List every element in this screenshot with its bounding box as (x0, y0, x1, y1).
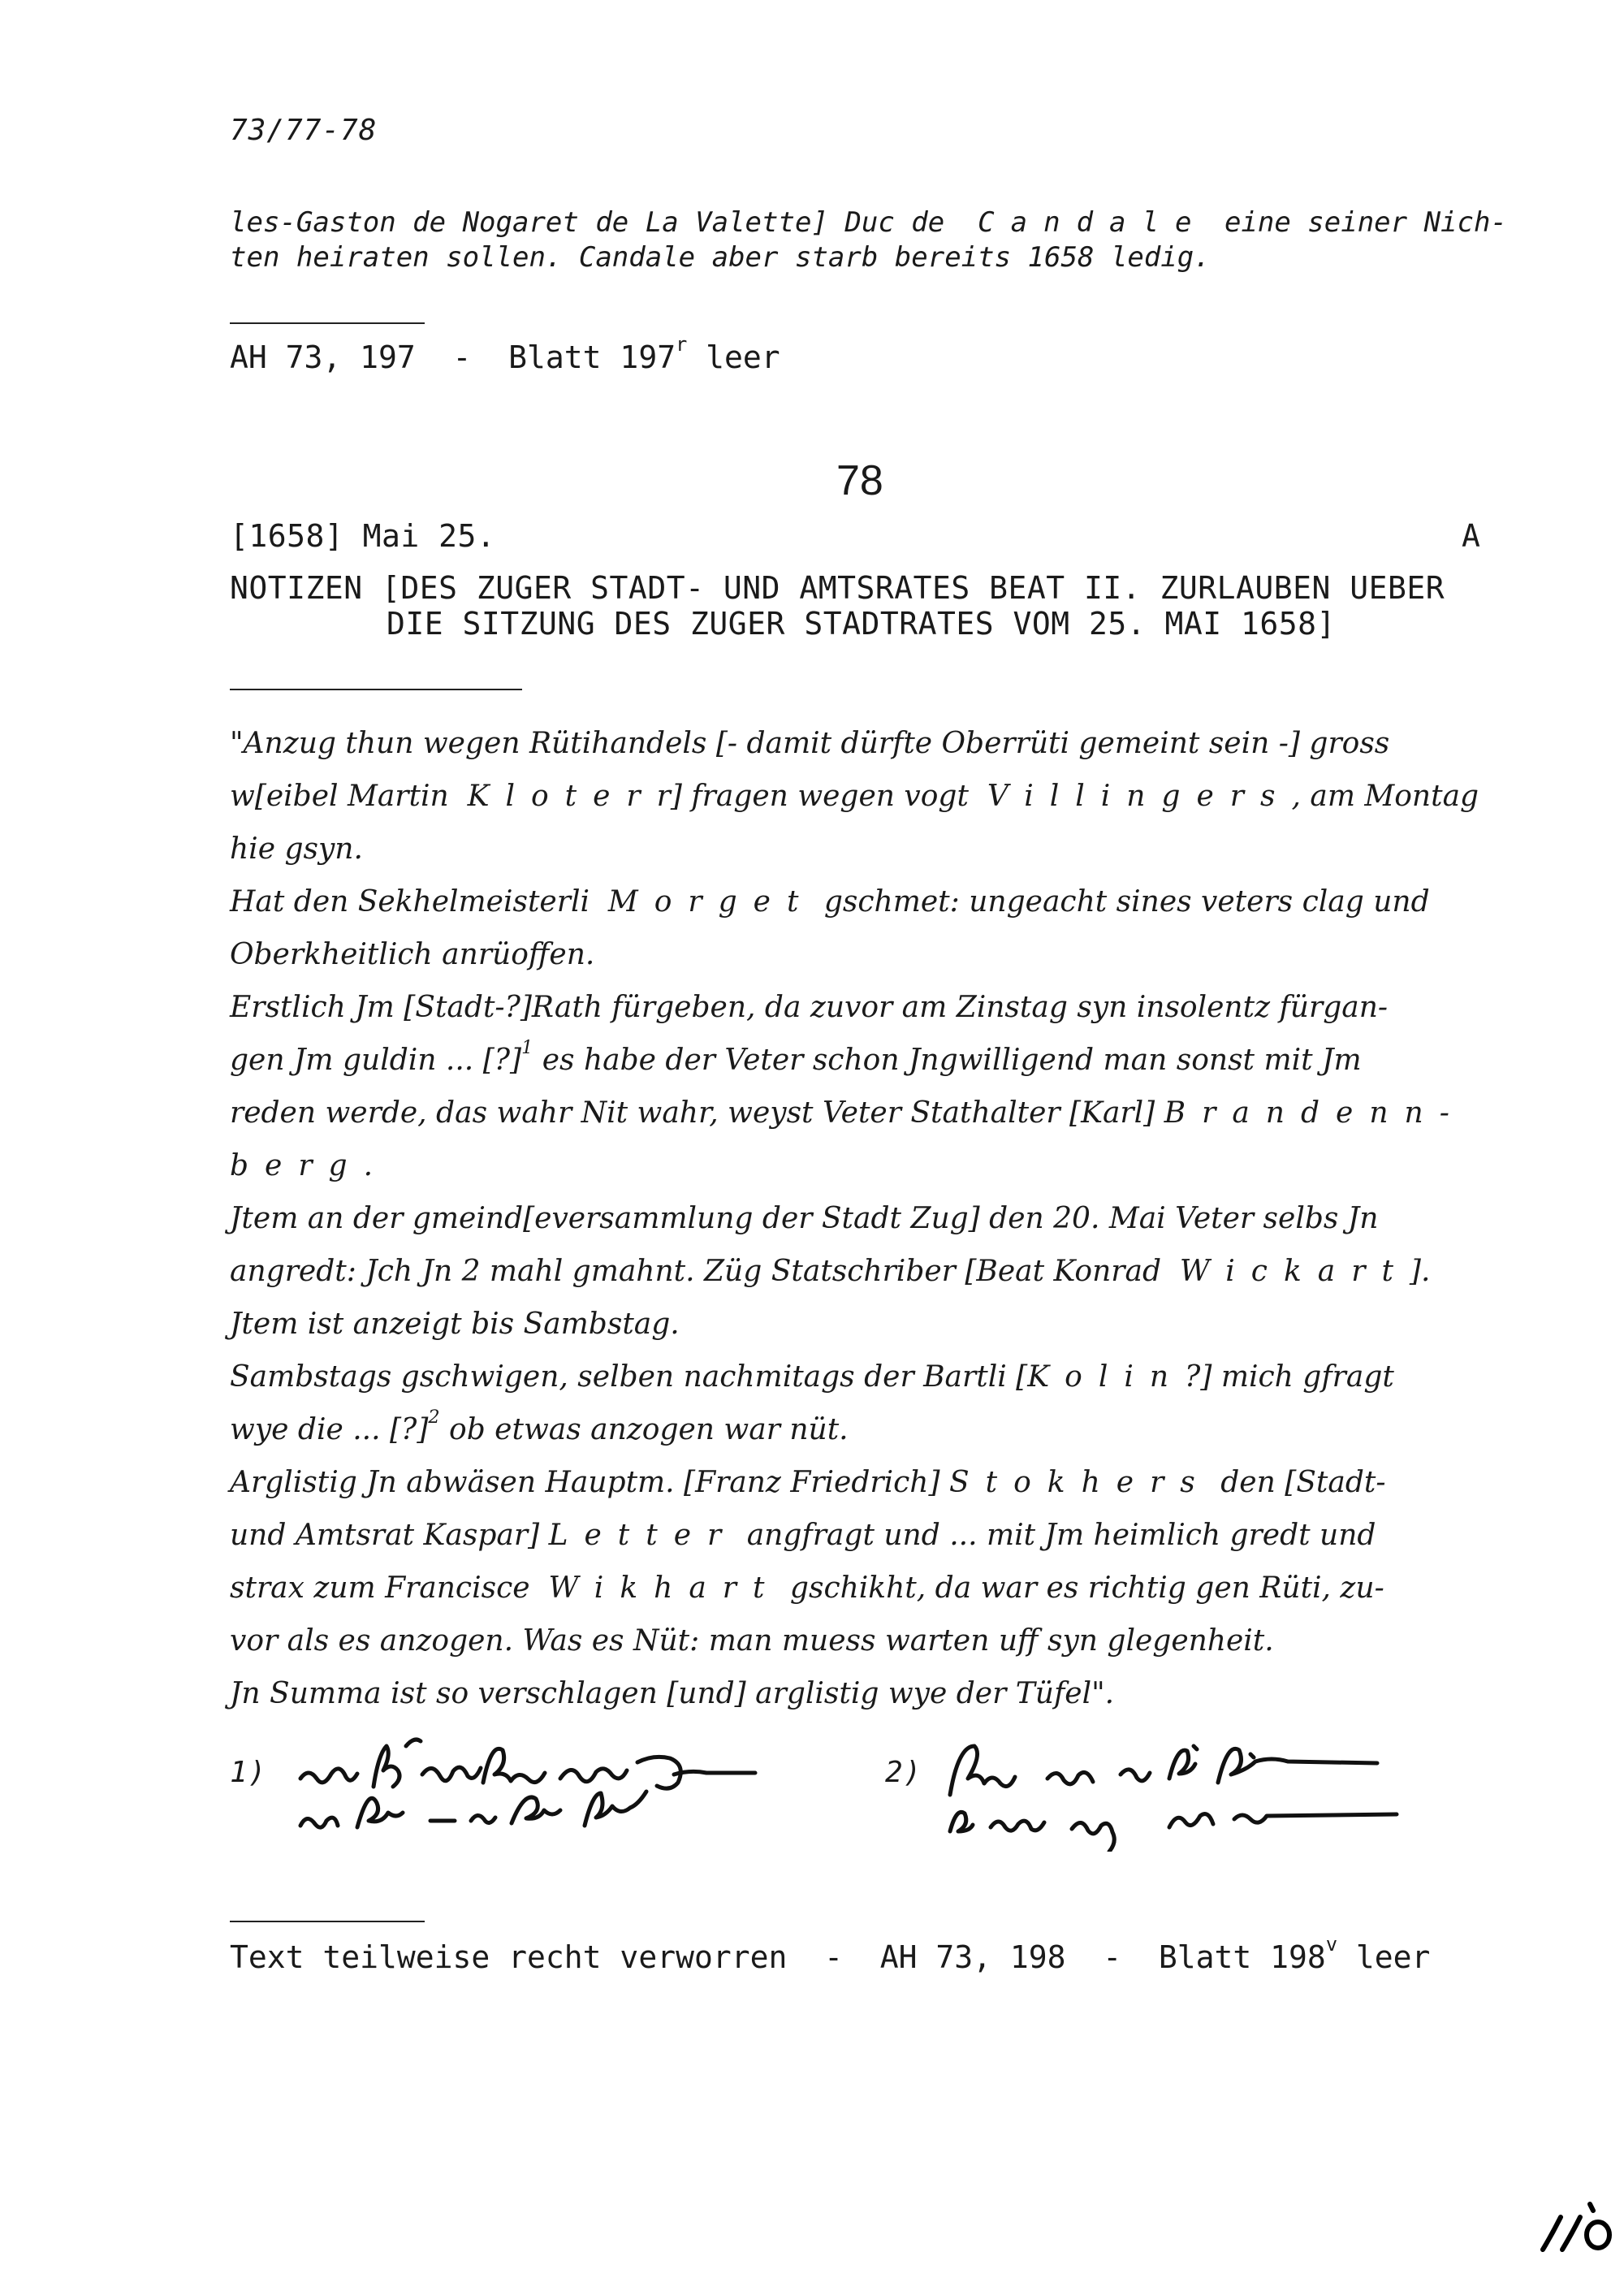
document-marker: A (1462, 518, 1481, 554)
name-stokhers: Stokhers (948, 1466, 1212, 1499)
handwriting-sample-2-icon (926, 1730, 1462, 1852)
closing-note-text: Text teilweise recht verworren - AH 73, 198 - Blatt 198 (230, 1939, 1326, 1975)
body-line-2-e: , am Montag (1291, 780, 1479, 813)
name-villingers: Villingers (987, 780, 1292, 813)
name-brandenberg-1: Brandenn- (1164, 1096, 1466, 1130)
body-line-8-a: reden werde, das wahr Nit wahr, weyst Veter Stathalter [Karl] (230, 1096, 1155, 1130)
body-line-5: Oberkheitlich anrüoffen. (230, 938, 595, 971)
separator-rule-2 (230, 689, 522, 690)
body-line-7 (230, 1036, 1362, 1077)
separator-rule-1 (230, 322, 425, 324)
body-line-4 (230, 885, 1430, 919)
body-line-13-c: ?] mich gfragt (1185, 1360, 1394, 1394)
body-line-2-c: r] fragen wegen vogt (656, 780, 969, 813)
body-line-11 (230, 1255, 1430, 1288)
name-wickart: Wickart (1179, 1255, 1410, 1288)
prev-note-text: AH 73, 197 - Blatt 197 (230, 339, 676, 375)
name-kolin: Kolin (1027, 1360, 1186, 1394)
footnote-2-label: 2) (885, 1756, 922, 1789)
name-letter: Letter (548, 1519, 738, 1552)
body-line-2 (230, 780, 1479, 813)
footnote-ref-1: 1 (521, 1036, 533, 1058)
body-line-19: Jn Summa ist so verschlagen [und] arglistig wye der Tüfel". (230, 1677, 1115, 1710)
intro-line-1 (230, 205, 1507, 240)
body-line-17-a: strax zum Francisce (230, 1571, 530, 1605)
body-line-7-a: gen Jm guldin ... [?] (230, 1044, 522, 1077)
page-reference: 73/77-78 (230, 114, 378, 147)
body-line-10: Jtem an der gmeind[eversammlung der Stadt Zug] den 20. Mai Veter selbs Jn (230, 1202, 1379, 1235)
document-title-line-1: NOTIZEN [DES ZUGER STADT- UND AMTSRATES BEAT II. ZURLAUBEN UEBER (230, 570, 1445, 606)
body-line-15 (230, 1466, 1386, 1499)
body-line-16 (230, 1519, 1376, 1552)
intro-spaced-name: Candale (978, 206, 1208, 239)
body-line-6: Erstlich Jm [Stadt-?]Rath fürgeben, da zuvor am Zinstag syn insolentz fürgan- (230, 991, 1389, 1024)
body-line-11-c: ]. (1409, 1255, 1431, 1288)
body-line-17 (230, 1571, 1384, 1605)
document-date: [1658] Mai 25. (230, 518, 496, 554)
name-wikhart: Wikhart (548, 1571, 781, 1605)
closing-note-tail: leer (1337, 1939, 1431, 1975)
body-line-15-c: den [Stadt- (1220, 1466, 1386, 1499)
separator-rule-3 (230, 1921, 425, 1922)
prev-note-tail: leer (687, 339, 780, 375)
intro-line-1-b: eine seiner Nich- (1224, 206, 1507, 239)
prev-note-sup: r (676, 332, 688, 356)
body-line-16-c: angfragt und ... mit Jm heimlich gredt und (746, 1519, 1376, 1552)
body-line-17-c: gschikht, da war es richtig gen Rüti, zu- (789, 1571, 1384, 1605)
intro-line-2: ten heiraten sollen. Candale aber starb bereits 1658 ledig. (230, 241, 1211, 274)
name-brandenberg-2: berg. (230, 1149, 390, 1182)
page-stamp-110 (1535, 2193, 1616, 2258)
body-line-14-b: ob etwas anzogen war nüt. (439, 1413, 849, 1446)
document-title-line-2: DIE SITZUNG DES ZUGER STADTRATES VOM 25. MAI 1658] (387, 606, 1336, 642)
footnote-ref-2: 2 (428, 1406, 440, 1428)
body-line-1: "Anzug thun wegen Rütihandels [- damit dürfte Oberrüti gemeint sein -] gross (230, 727, 1390, 760)
intro-line-1-a: les-Gaston de Nogaret de La Valette] Duc de (230, 206, 945, 239)
body-line-13-a: Sambstags gschwigen, selben nachmitags der Bartli [ (230, 1360, 1028, 1394)
body-line-11-a: angredt: Jch Jn 2 mahl gmahnt. Züg Statschriber [Beat Konrad (230, 1255, 1162, 1288)
closing-note-sup: v (1325, 1932, 1337, 1956)
body-line-2-a: w[eibel Martin (230, 780, 449, 813)
body-line-4-a: Hat den Sekhelmeisterli (230, 885, 590, 919)
body-line-7-b: es habe der Veter schon Jngwilligend man sonst mit Jm (533, 1044, 1362, 1077)
name-kloter: Kloter (467, 780, 657, 813)
body-line-13 (230, 1360, 1394, 1394)
body-line-3: hie gsyn. (230, 832, 363, 866)
prev-page-note (230, 332, 780, 375)
body-line-16-a: und Amtsrat Kaspar] (230, 1519, 540, 1552)
body-line-14 (230, 1406, 849, 1446)
name-morget: Morget (607, 885, 815, 919)
body-line-12: Jtem ist anzeigt bis Sambstag. (230, 1308, 680, 1341)
footnote-1-label: 1) (230, 1756, 267, 1789)
body-line-15-a: Arglistig Jn abwäsen Hauptm. [Franz Friedrich] (230, 1466, 940, 1499)
document-number: 78 (836, 457, 883, 504)
handwriting-sample-1-icon (268, 1730, 836, 1852)
body-line-14-a: wye die ... [?] (230, 1413, 429, 1446)
body-line-8 (230, 1096, 1466, 1130)
closing-note (230, 1932, 1431, 1975)
body-line-18: vor als es anzogen. Was es Nüt: man muess warten uff syn glegenheit. (230, 1624, 1274, 1658)
body-line-4-c: gschmet: ungeacht sines veters clag und (823, 885, 1430, 919)
